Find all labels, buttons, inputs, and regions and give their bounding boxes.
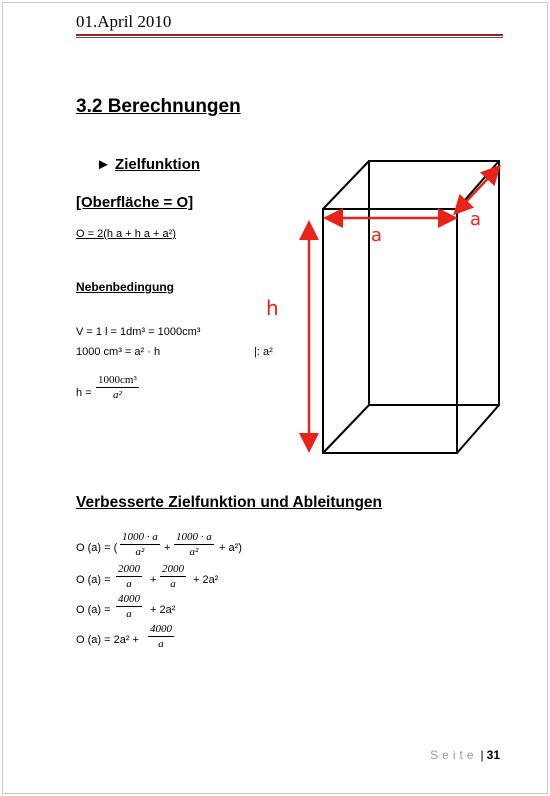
volume-line: V = 1 l = 1dm³ = 1000cm³ (76, 326, 201, 338)
h-lhs: h = (76, 387, 92, 399)
eq2-plus: + (150, 574, 157, 586)
header-date: 01.April 2010 (76, 12, 172, 31)
surface-formula: O = 2(h a + h a + a²) (76, 228, 176, 240)
eq1-lhs: O (a) = ( (76, 542, 118, 554)
eq1-fraction-1 (120, 530, 160, 559)
zielfunktion-label: Zielfunktion (115, 156, 201, 173)
eq2-num2: 2000 (162, 563, 184, 575)
eq2-fraction-2 (160, 562, 186, 591)
eq4-lhs: O (a) = 2a² + (76, 634, 139, 646)
volume-equation: 1000 cm³ = a² · h (76, 346, 161, 358)
eq2-lhs: O (a) = (76, 574, 111, 586)
h-numerator: 1000cm³ (98, 374, 137, 386)
verbesserte-heading: Verbesserte Zielfunktion und Ableitungen (76, 494, 383, 511)
eq1-num2: 1000 · a (176, 531, 212, 543)
section-title: 3.2 Berechnungen (76, 96, 241, 117)
label-a-front: a (371, 225, 383, 246)
eq1-den1: a² (135, 546, 145, 558)
eq2-num1: 2000 (118, 563, 140, 575)
triangle-bullet-icon: ► (96, 156, 111, 173)
label-a-side: a (470, 209, 482, 230)
h-denominator: a² (112, 389, 122, 401)
oberflaeche-heading: [Oberfläche = O] (76, 194, 194, 211)
eq1-fraction-2 (174, 530, 214, 559)
eq3-num1: 4000 (118, 593, 140, 605)
label-h: h (266, 296, 279, 320)
nebenbedingung-heading: Nebenbedingung (76, 280, 174, 294)
footer-seite-label: Seite (430, 748, 478, 762)
eq4-den1: a (158, 638, 164, 650)
eq3-fraction (116, 592, 142, 621)
eq4-num1: 4000 (150, 623, 172, 635)
eq1-tail: + a²) (219, 542, 242, 554)
page-footer (430, 748, 500, 762)
footer-separator: | (480, 748, 484, 762)
eq3-den1: a (126, 608, 132, 620)
eq3-tail: + 2a² (150, 604, 176, 616)
eq1-num1: 1000 · a (122, 531, 158, 543)
arrow-depth-a (460, 172, 494, 208)
eq3-lhs: O (a) = (76, 604, 111, 616)
page-number: 31 (486, 748, 500, 762)
eq2-den1: a (126, 578, 132, 590)
eq1-den2: a² (189, 546, 199, 558)
eq1-plus: + (164, 542, 171, 554)
division-note: |: a² (254, 346, 273, 358)
eq2-tail: + 2a² (193, 574, 219, 586)
eq2-fraction-1 (116, 562, 142, 591)
eq4-fraction (148, 622, 174, 651)
eq2-den2: a (170, 578, 176, 590)
